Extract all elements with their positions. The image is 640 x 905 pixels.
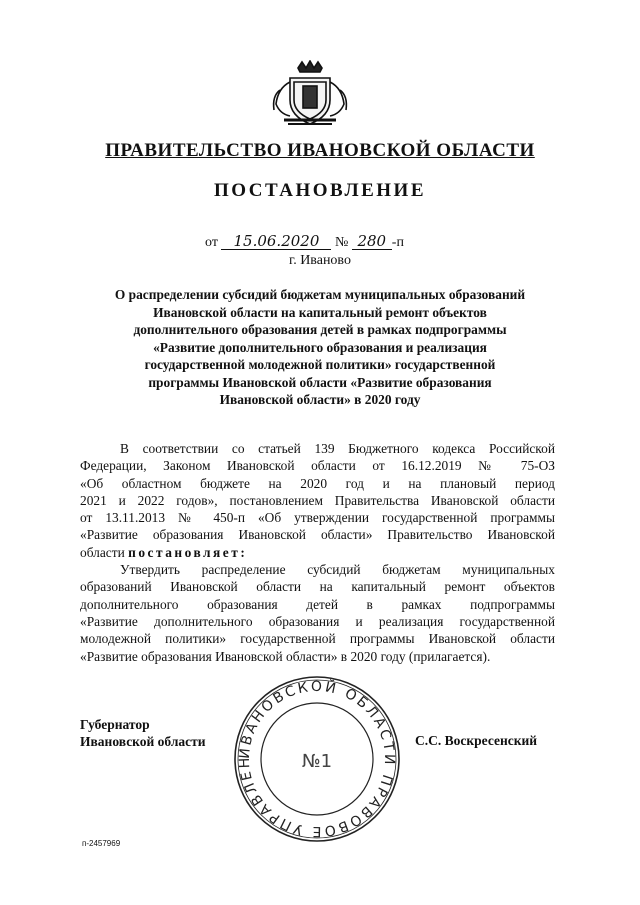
resolution-keyword: постановляет: — [128, 544, 248, 560]
subject-line: дополнительного образования детей в рамках подпрограммы — [133, 322, 507, 337]
body-line: дополнительного образования детей в рамках подпрограммы — [80, 596, 555, 612]
number-prefix: № — [334, 235, 349, 250]
subject-line: Ивановской области на капитальный ремонт объектов — [153, 304, 487, 320]
document-id: п-2457969 — [82, 839, 121, 848]
body-line: Федерации, Законом Ивановской области от 16.12.2019 № 75-ОЗ — [80, 458, 555, 474]
body-line: «Об областном бюджете на 2020 год и на плановый период — [80, 475, 555, 491]
body-line: 2021 и 2022 годов», постановлением Правительства Ивановской области — [80, 492, 555, 508]
body-line: «Развитие дополнительного образования и реализация государственной — [80, 613, 555, 629]
subject-line: «Развитие дополнительного образования и реализация — [153, 339, 487, 355]
subject-line: государственной молодежной политики» государственной — [144, 357, 496, 372]
body-line: от 13.11.2013 № 450-п «Об утверждении государственной программы — [80, 510, 555, 526]
body-line: «Развитие образования Ивановской области» в 2020 году (прилагается). — [80, 648, 491, 664]
document-body — [80, 440, 555, 665]
signatory-name: С.С. Воскресенский — [415, 733, 538, 748]
body-line: «Развитие образования Ивановской области» Правительство Ивановской — [80, 527, 555, 543]
seal-center-number: №1 — [301, 751, 333, 772]
document-type: ПОСТАНОВЛЕНИЕ — [213, 180, 427, 201]
resolution-lead: области — [80, 544, 125, 560]
subject-line: программы Ивановской области «Развитие образования — [148, 374, 492, 390]
date-number-line — [205, 233, 404, 251]
handwritten-number: 280 — [352, 233, 392, 250]
body-line: В соответствии со статьей 139 Бюджетного кодекса Российской — [120, 441, 555, 456]
coat-of-arms-emblem — [270, 60, 350, 130]
seal-ring-text: ИВАНОВСКОЙ ОБЛАСТИ ПРАВОВОЕ УПРАВЛЕН — [236, 678, 398, 840]
handwritten-date: 15.06.2020 — [221, 233, 331, 250]
number-suffix: -п — [391, 235, 404, 250]
official-seal-stamp — [232, 672, 402, 847]
body-line-resolution — [80, 544, 555, 561]
city: г. Иваново — [289, 253, 351, 268]
subject-line: Ивановской области» в 2020 году — [219, 392, 421, 407]
body-line: Утвердить распределение субсидий бюджетам муниципальных — [120, 562, 555, 578]
body-line: образований Ивановской области на капитальный ремонт объектов — [80, 579, 555, 595]
signatory-position — [80, 716, 206, 750]
date-prefix: от — [205, 235, 218, 250]
document-subject — [80, 286, 560, 409]
body-line: молодежной политики» государственной программы Ивановской области — [80, 631, 555, 647]
subject-line: О распределении субсидий бюджетам муниципальных образований — [114, 287, 526, 302]
government-title: ПРАВИТЕЛЬСТВО ИВАНОВСКОЙ ОБЛАСТИ — [105, 140, 535, 161]
position-line: Ивановской области — [80, 734, 206, 749]
position-line: Губернатор — [80, 717, 150, 732]
